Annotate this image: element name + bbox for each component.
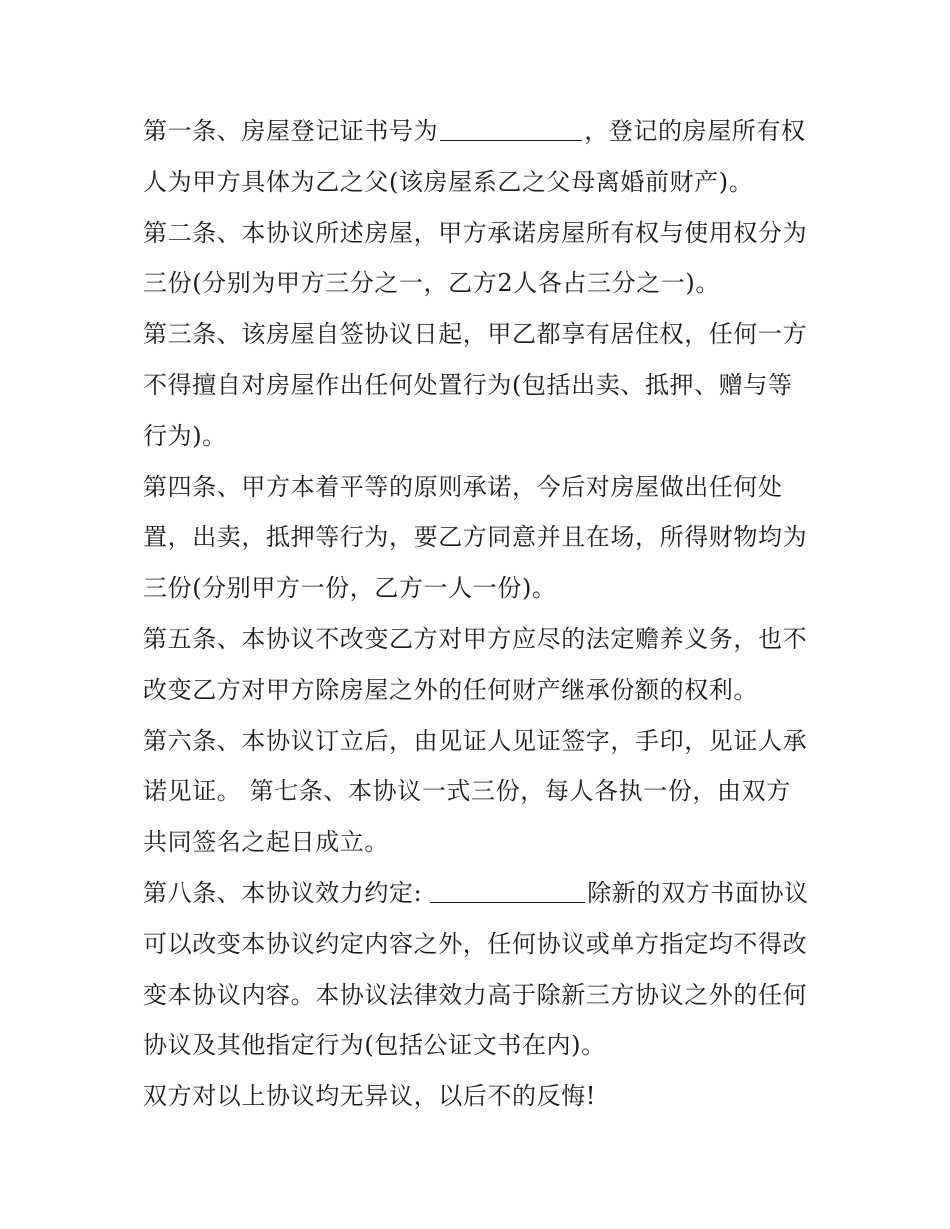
clause-6-7: 第六条、本协议订立后，由见证人见证签字，手印，见证人承诺见证。 第七条、本协议一式三份，每人各执一份，由双方共同签名之起日成立。 bbox=[143, 726, 808, 857]
effect-agreement-blank bbox=[430, 877, 585, 903]
clause-5: 第五条、本协议不改变乙方对甲方应尽的法定赡养义务，也不改变乙方对甲方除房屋之外的任何财产继承份额的权利。 bbox=[143, 624, 808, 704]
clause-8-text-before: 第八条、本协议效力约定: bbox=[143, 878, 423, 907]
closing-statement: 双方对以上协议均无异议，以后不的反悔! bbox=[143, 1082, 597, 1111]
clause-2: 第二条、本协议所述房屋，甲方承诺房屋所有权与使用权分为三份(分别为甲方三分之一，乙方2人各占三分之一)。 bbox=[143, 218, 808, 298]
clause-3: 第三条、该房屋自签协议日起，甲乙都享有居住权，任何一方不得擅自对房屋作出任何处置行为(包括出卖、抵押、赠与等行为)。 bbox=[143, 320, 808, 450]
clause-8 bbox=[143, 868, 815, 1071]
clause-1 bbox=[143, 106, 815, 208]
certificate-number-blank bbox=[440, 115, 582, 141]
clause-4: 第四条、甲方本着平等的原则承诺，今后对房屋做出任何处置，出卖，抵押等行为，要乙方同意并且在场，所得财物均为三份(分别甲方一份，乙方一人一份)。 bbox=[143, 472, 808, 603]
clause-1-text-before: 第一条、房屋登记证书号为 bbox=[143, 117, 439, 145]
clause-8-text-after: 除新的双方书面协议可以改变本协议约定内容之外，任何协议或单方指定均不得改变本协议内容。本协议法律效力高于除新三方协议之外的任何协议及其他指定行为(包括公证文书在内)。 bbox=[143, 878, 809, 1060]
clause-1-text-after: ，登记的房屋所有权人为甲方具体为乙之父(该房屋系乙之父母离婚前财产)。 bbox=[143, 117, 806, 196]
agreement-body bbox=[143, 106, 815, 1122]
